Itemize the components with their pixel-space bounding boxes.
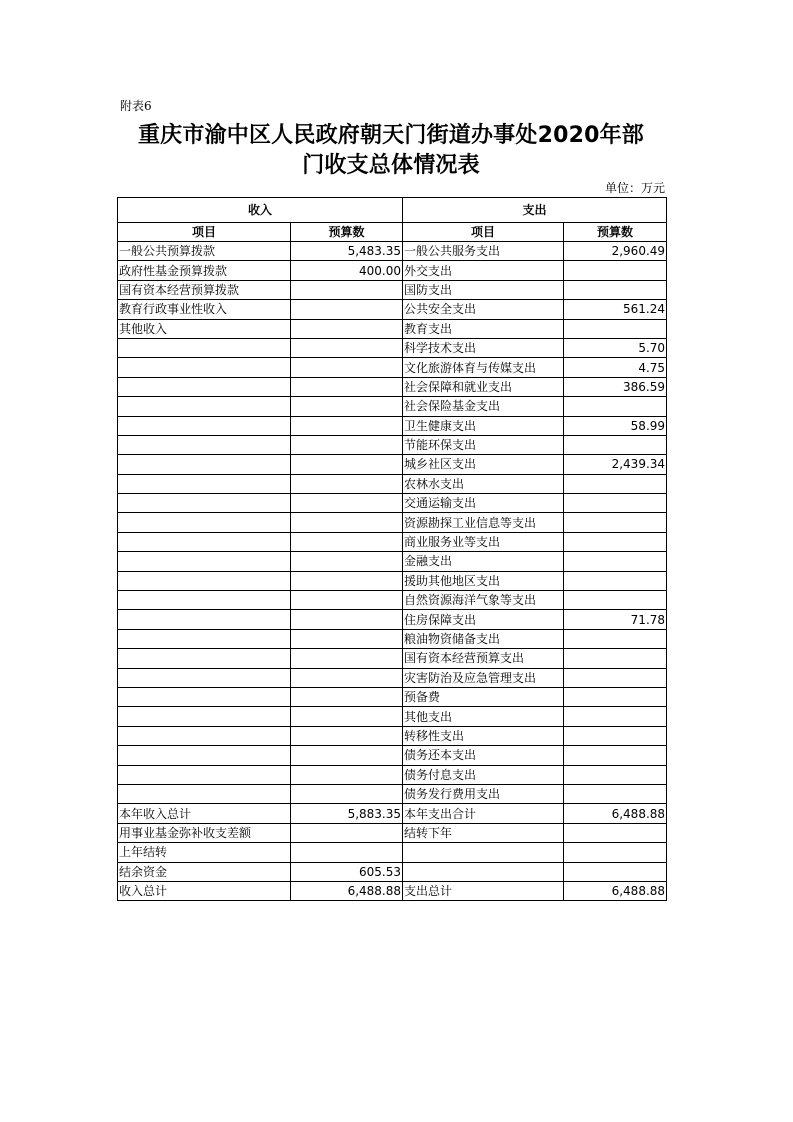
expense-value-cell [564,823,667,842]
expense-value-cell: 2,439.34 [564,455,667,474]
table-row [118,726,667,745]
expense-item-cell: 结转下年 [403,823,564,842]
table-row [118,843,667,862]
table-row [118,513,667,532]
expense-item-cell: 援助其他地区支出 [403,571,564,590]
expense-header: 支出 [403,198,667,223]
income-item-cell: 其他收入 [118,319,291,338]
table-row [118,377,667,396]
table-row [118,571,667,590]
table-row [118,804,667,823]
expense-value-cell [564,726,667,745]
expense-value-cell [564,784,667,803]
income-item-cell [118,707,291,726]
expense-item-cell: 社会保险基金支出 [403,397,564,416]
expense-item-cell: 资源勘探工业信息等支出 [403,513,564,532]
income-value-cell [291,707,403,726]
expense-value-cell [564,591,667,610]
income-item-cell: 上年结转 [118,843,291,862]
expense-value-cell [564,494,667,513]
expense-item-cell: 一般公共服务支出 [403,242,564,261]
income-value-cell [291,649,403,668]
expense-item-cell: 预备费 [403,687,564,706]
table-row [118,300,667,319]
income-value-cell [291,746,403,765]
income-value-cell [291,513,403,532]
income-item-cell [118,726,291,745]
income-item-cell [118,591,291,610]
expense-item-cell: 农林水支出 [403,474,564,493]
table-row [118,532,667,551]
income-item-cell [118,765,291,784]
income-item-cell [118,610,291,629]
income-item-cell [118,746,291,765]
income-item-header: 项目 [118,223,291,242]
expense-value-cell: 386.59 [564,377,667,396]
table-row [118,280,667,299]
table-row [118,649,667,668]
expense-value-cell [564,280,667,299]
expense-value-cell [564,862,667,881]
income-item-cell [118,571,291,590]
income-item-cell [118,668,291,687]
unit-label: 单位：万元 [604,181,665,195]
expense-value-cell [564,552,667,571]
expense-item-cell: 商业服务业等支出 [403,532,564,551]
income-value-cell [291,843,403,862]
expense-value-cell [564,746,667,765]
expense-item-cell: 支出总计 [403,881,564,900]
expense-item-cell: 国有资本经营预算支出 [403,649,564,668]
expense-item-cell: 文化旅游体育与传媒支出 [403,358,564,377]
attachment-label: 附表6 [120,99,152,113]
table-row [118,823,667,842]
income-item-cell: 收入总计 [118,881,291,900]
expense-item-cell: 债务还本支出 [403,746,564,765]
income-item-cell [118,455,291,474]
expense-value-cell [564,649,667,668]
expense-value-cell: 6,488.88 [564,881,667,900]
expense-item-cell: 债务付息支出 [403,765,564,784]
income-value-cell [291,377,403,396]
income-value-cell [291,455,403,474]
expense-item-cell: 外交支出 [403,261,564,280]
income-item-cell [118,435,291,454]
table-row [118,591,667,610]
expense-value-cell [564,397,667,416]
income-item-cell: 政府性基金预算拨款 [118,261,291,280]
expense-value-cell [564,474,667,493]
income-item-cell [118,649,291,668]
table-row [118,610,667,629]
expense-value-cell [564,843,667,862]
table-row [118,494,667,513]
expense-item-cell: 卫生健康支出 [403,416,564,435]
income-value-cell: 605.53 [291,862,403,881]
table-row [118,746,667,765]
income-value-cell [291,397,403,416]
income-value-cell [291,280,403,299]
income-item-cell [118,474,291,493]
expense-item-cell: 国防支出 [403,280,564,299]
income-item-cell [118,377,291,396]
expense-item-cell: 社会保障和就业支出 [403,377,564,396]
table-row [118,455,667,474]
table-row [118,862,667,881]
table-header-row [118,198,667,223]
table-row [118,881,667,900]
expense-item-cell: 转移性支出 [403,726,564,745]
expense-value-cell [564,687,667,706]
expense-item-cell: 教育支出 [403,319,564,338]
expense-item-cell: 其他支出 [403,707,564,726]
table-row [118,707,667,726]
table-row [118,261,667,280]
expense-budget-header: 预算数 [564,223,667,242]
table-row [118,474,667,493]
income-value-cell [291,784,403,803]
expense-item-cell [403,843,564,862]
expense-value-cell: 58.99 [564,416,667,435]
table-row [118,552,667,571]
income-item-cell: 结余资金 [118,862,291,881]
budget-table [117,197,667,901]
table-row [118,668,667,687]
income-item-cell [118,629,291,648]
income-item-cell: 一般公共预算拨款 [118,242,291,261]
expense-value-cell [564,629,667,648]
income-value-cell: 5,883.35 [291,804,403,823]
expense-item-cell: 城乡社区支出 [403,455,564,474]
expense-value-cell: 2,960.49 [564,242,667,261]
income-value-cell [291,726,403,745]
income-value-cell [291,687,403,706]
expense-value-cell [564,571,667,590]
table-row [118,784,667,803]
income-item-cell [118,687,291,706]
income-value-cell [291,300,403,319]
expense-value-cell [564,513,667,532]
income-item-cell [118,513,291,532]
income-item-cell [118,494,291,513]
income-budget-header: 预算数 [291,223,403,242]
expense-item-cell [403,862,564,881]
expense-value-cell [564,435,667,454]
table-row [118,358,667,377]
income-value-cell [291,823,403,842]
expense-value-cell [564,707,667,726]
income-value-cell [291,435,403,454]
income-item-cell [118,358,291,377]
income-value-cell [291,474,403,493]
income-item-cell [118,532,291,551]
expense-value-cell: 561.24 [564,300,667,319]
expense-value-cell: 6,488.88 [564,804,667,823]
income-header: 收入 [118,198,403,223]
expense-value-cell: 71.78 [564,610,667,629]
table-subheader-row [118,223,667,242]
income-item-cell [118,416,291,435]
expense-item-header: 项目 [403,223,564,242]
income-value-cell: 5,483.35 [291,242,403,261]
expense-value-cell: 5.70 [564,338,667,357]
expense-item-cell: 自然资源海洋气象等支出 [403,591,564,610]
income-item-cell: 国有资本经营预算拨款 [118,280,291,299]
expense-value-cell [564,765,667,784]
income-value-cell [291,668,403,687]
page-title [117,121,665,181]
table-row [118,629,667,648]
income-value-cell [291,319,403,338]
expense-item-cell: 本年支出合计 [403,804,564,823]
income-value-cell [291,765,403,784]
table-row [118,338,667,357]
expense-item-cell: 科学技术支出 [403,338,564,357]
table-row [118,416,667,435]
expense-value-cell: 4.75 [564,358,667,377]
income-item-cell: 用事业基金弥补收支差额 [118,823,291,842]
income-item-cell: 本年收入总计 [118,804,291,823]
table-row [118,397,667,416]
expense-value-cell [564,319,667,338]
income-item-cell: 教育行政事业性收入 [118,300,291,319]
table-row [118,319,667,338]
table-row [118,765,667,784]
table-row [118,687,667,706]
income-value-cell [291,571,403,590]
income-value-cell [291,532,403,551]
income-item-cell [118,552,291,571]
expense-item-cell: 金融支出 [403,552,564,571]
expense-item-cell: 粮油物资储备支出 [403,629,564,648]
title-line-2: 门收支总体情况表 [302,153,480,178]
income-value-cell [291,552,403,571]
income-value-cell [291,629,403,648]
income-value-cell: 400.00 [291,261,403,280]
income-value-cell [291,591,403,610]
table-row [118,435,667,454]
income-item-cell [118,338,291,357]
income-value-cell [291,610,403,629]
expense-value-cell [564,261,667,280]
income-value-cell [291,416,403,435]
title-line-1: 重庆市渝中区人民政府朝天门街道办事处2020年部 [137,123,645,148]
expense-item-cell: 节能环保支出 [403,435,564,454]
expense-value-cell [564,532,667,551]
expense-value-cell [564,668,667,687]
table-row [118,242,667,261]
expense-item-cell: 债务发行费用支出 [403,784,564,803]
expense-item-cell: 交通运输支出 [403,494,564,513]
income-item-cell [118,397,291,416]
income-item-cell [118,784,291,803]
expense-item-cell: 公共安全支出 [403,300,564,319]
income-value-cell [291,494,403,513]
expense-item-cell: 灾害防治及应急管理支出 [403,668,564,687]
expense-item-cell: 住房保障支出 [403,610,564,629]
income-value-cell: 6,488.88 [291,881,403,900]
income-value-cell [291,338,403,357]
income-value-cell [291,358,403,377]
